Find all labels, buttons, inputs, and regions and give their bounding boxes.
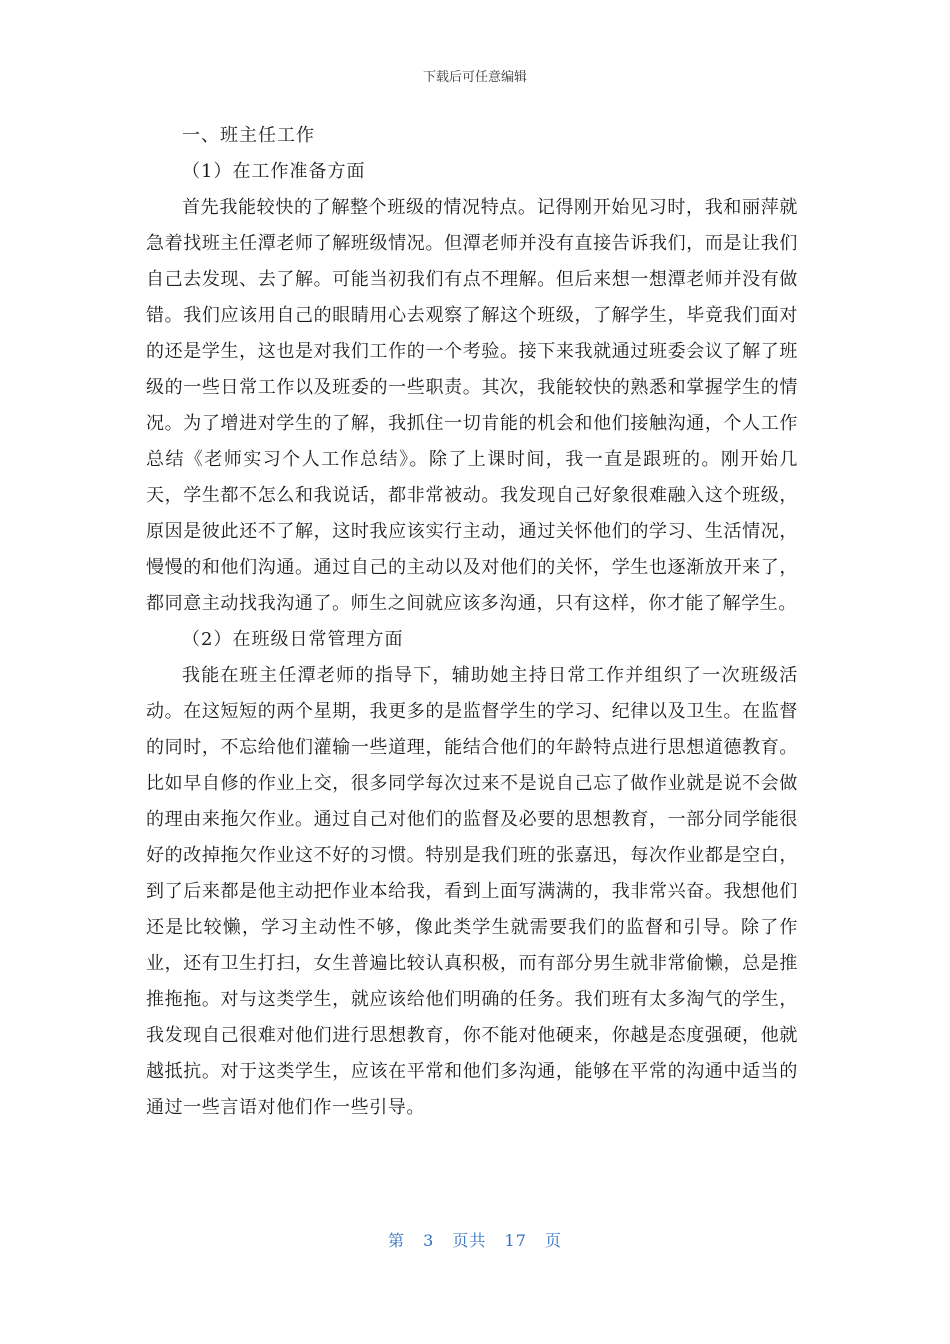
footer-label-total: 页共	[452, 1231, 487, 1250]
subsection-paragraph-2: 我能在班主任潭老师的指导下，辅助她主持日常工作并组织了一次班级活动。在这短短的两个星期，我更多的是监督学生的学习、纪律以及卫生。在监督的同时，不忘给他们灌输一些道理，能结合他们的年龄特点进行思想道德教育。比如早自修的作业上交，很多同学每次过来不是说自己忘了做作业就是说不会做的理由来拖欠作业。通过自己对他们的监督及必要的思想教育，一部分同学能很好的改掉拖欠作业这不好的习惯。特别是我们班的张嘉迅，每次作业都是空白，到了后来都是他主动把作业本给我，看到上面写满满的，我非常兴奋。我想他们还是比较懒，学习主动性不够，像此类学生就需要我们的监督和引导。除了作业，还有卫生打扫，女生普遍比较认真积极，而有部分男生就非常偷懒，总是推推拖拖。对与这类学生，就应该给他们明确的任务。我们班有太多淘气的学生，我发现自己很难对他们进行思想教育，你不能对他硬来，你越是态度强硬，他就越抵抗。对于这类学生，应该在平常和他们多沟通，能够在平常的沟通中适当的通过一些言语对他们作一些引导。	[146, 665, 798, 1118]
subsection-title-1: （1）在工作准备方面	[182, 161, 366, 182]
subsection-title-2: （2）在班级日常管理方面	[182, 629, 404, 650]
subsection-paragraph-1: 首先我能较快的了解整个班级的情况特点。记得刚开始见习时，我和丽萍就急着找班主任潭老师了解班级情况。但潭老师并没有直接告诉我们，而是让我们自己去发现、去了解。可能当初我们有点不理解。但后来想一想潭老师并没有做错。我们应该用自己的眼睛用心去观察了解这个班级，了解学生，毕竟我们面对的还是学生，这也是对我们工作的一个考验。接下来我就通过班委会议了解了班级的一些日常工作以及班委的一些职责。其次，我能较快的熟悉和掌握学生的情况。为了增进对学生的了解，我抓住一切肯能的机会和他们接触沟通，个人工作总结《老师实习个人工作总结》。除了上课时间，我一直是跟班的。刚开始几天，学生都不怎么和我说话，都非常被动。我发现自己好象很难融入这个班级，原因是彼此还不了解，这时我应该实行主动，通过关怀他们的学习、生活情况，慢慢的和他们沟通。通过自己的主动以及对他们的关怀，学生也逐渐放开来了，都同意主动找我沟通了。师生之间就应该多沟通，只有这样，你才能了解学生。	[146, 197, 798, 614]
section-title: 一、班主任工作	[182, 125, 315, 146]
page-footer	[0, 1228, 950, 1251]
header-note: 下载后可任意编辑	[422, 70, 527, 85]
footer-total-pages: 17	[504, 1231, 527, 1250]
document-body	[146, 118, 798, 1126]
footer-label-end: 页	[544, 1231, 562, 1250]
footer-current-page: 3	[423, 1231, 435, 1250]
footer-label-page: 第	[388, 1231, 406, 1250]
